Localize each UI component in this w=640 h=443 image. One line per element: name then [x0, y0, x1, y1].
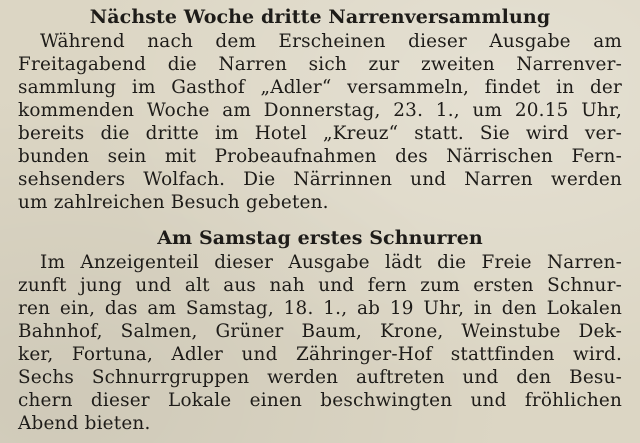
body-line: bereits die dritte im Hotel „Kreuz“ statt. Sie wird ver- — [18, 123, 622, 144]
body-line: Während nach dem Erscheinen dieser Ausgabe am — [40, 31, 622, 52]
body-line: bunden sein mit Probeaufnahmen des Närrischen Fern- — [18, 146, 622, 167]
body-line: Freitagabend die Narren sich zur zweiten Narrenver- — [18, 54, 622, 75]
article-body — [18, 30, 622, 214]
article-body — [18, 251, 622, 435]
body-line: um zahlreichen Besuch gebeten. — [18, 192, 329, 213]
body-line: zunft jung und alt aus nah und fern zum ersten Schnur- — [18, 275, 622, 296]
body-line: sammlung im Gasthof „Adler“ versammeln, findet in der — [18, 77, 622, 98]
body-line: sehsenders Wolfach. Die Närrinnen und Narren werden — [18, 169, 622, 190]
body-line: Im Anzeigenteil dieser Ausgabe lädt die Freie Narren- — [40, 252, 622, 273]
body-line: Sechs Schnurrgruppen werden auftreten und den Besu- — [18, 367, 622, 388]
body-line: ren ein, das am Samstag, 18. 1., ab 19 Uhr, in den Lokalen — [18, 298, 622, 319]
article-schnurren — [18, 227, 622, 435]
article-narrenversammlung — [18, 6, 622, 214]
article-headline: Nächste Woche dritte Narrenversammlung — [89, 6, 551, 28]
body-line: Bahnhof, Salmen, Grüner Baum, Krone, Weinstube Dek- — [18, 321, 622, 342]
body-line: Abend bieten. — [18, 413, 151, 434]
body-line: ker, Fortuna, Adler und Zähringer-Hof stattfinden wird. — [18, 344, 622, 365]
article-headline: Am Samstag erstes Schnurren — [157, 227, 483, 249]
body-line: kommenden Woche am Donnerstag, 23. 1., um 20.15 Uhr, — [18, 100, 622, 121]
body-line: chern dieser Lokale einen beschwingten und fröhlichen — [18, 390, 622, 411]
